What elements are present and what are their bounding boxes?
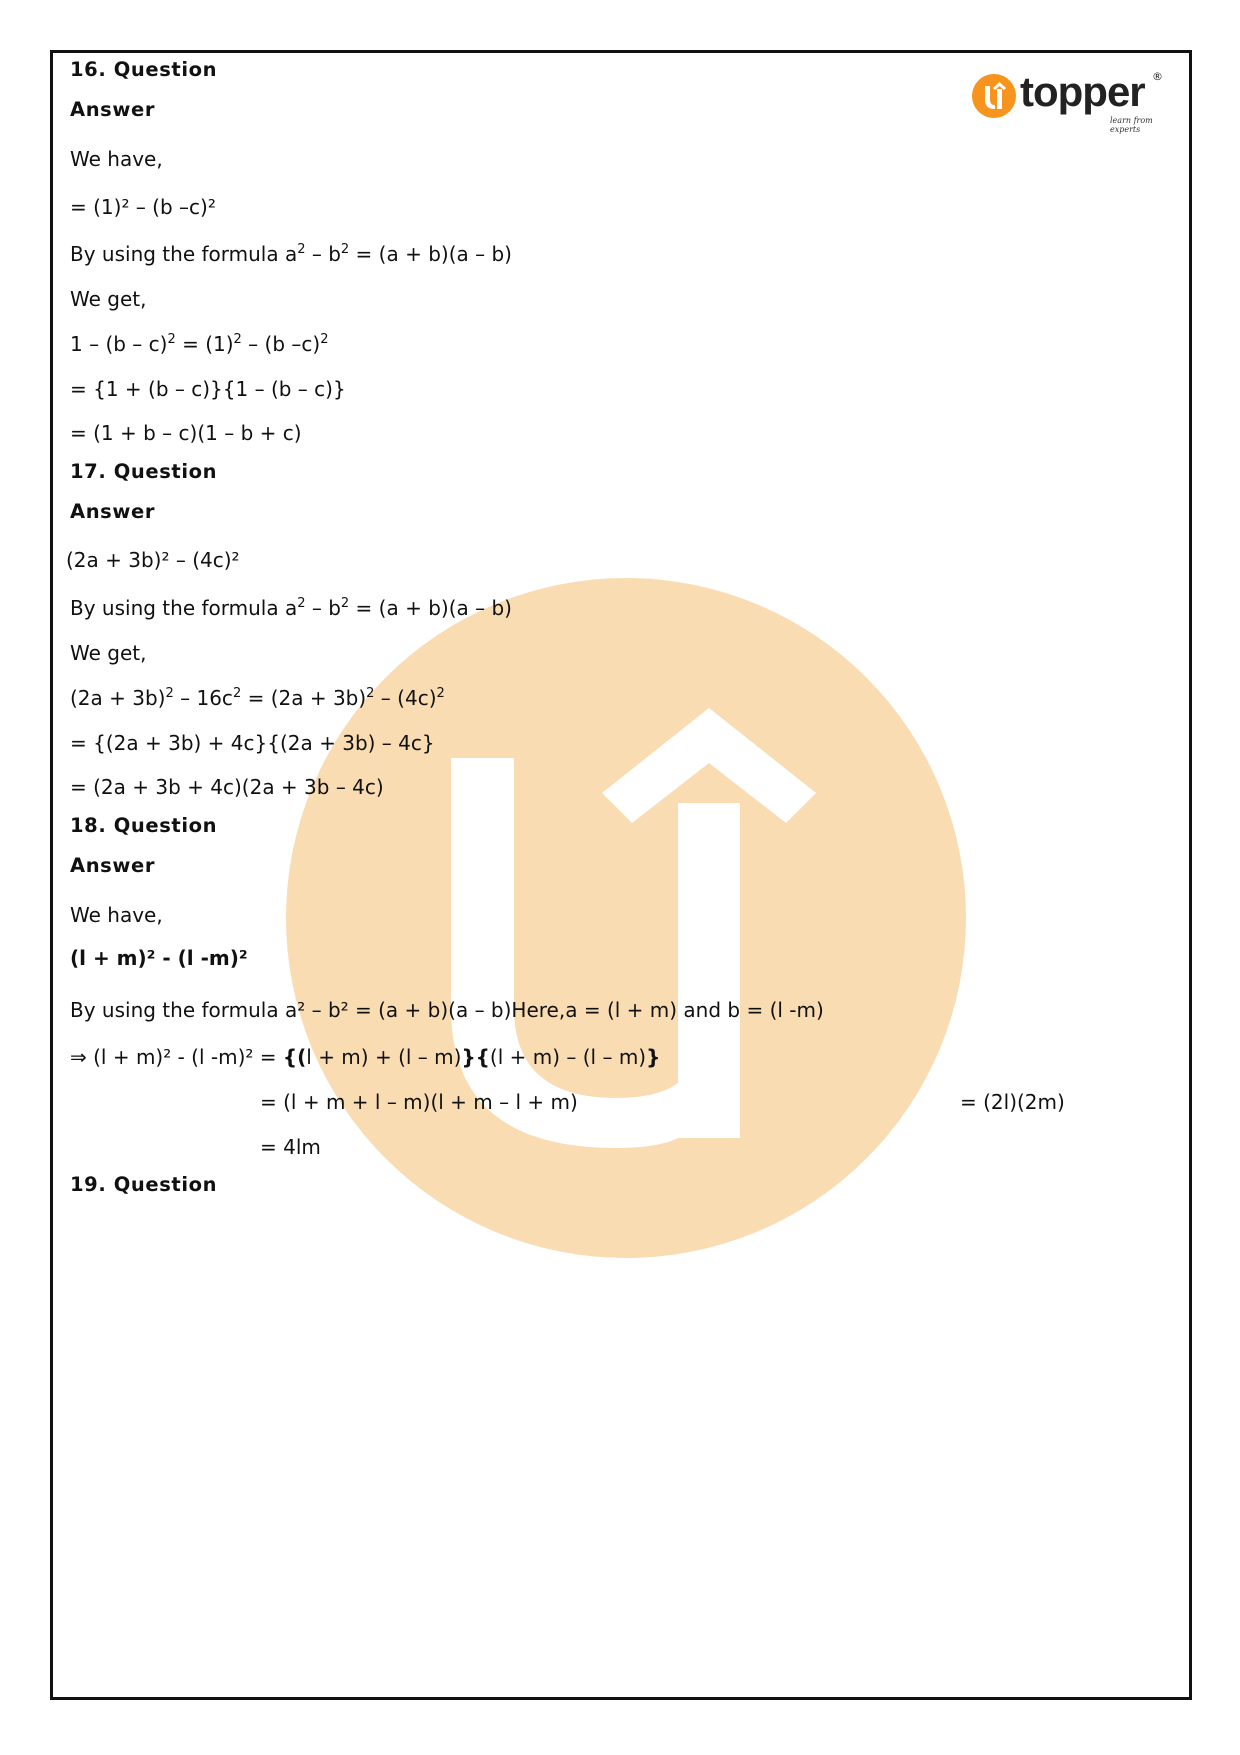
utopper-logo (970, 68, 1170, 134)
q17-heading: 17. Question (70, 460, 218, 483)
q17-line-4: $(2a + 3b)^2 - 16c^2 = (2a + 3b)^2 - (4c)^2$ (70, 686, 445, 710)
q17-line-6: = (2a + 3b + 4c)(2a + 3b – 4c) (70, 775, 384, 799)
q18-line-5-result: = (2l)(2m) (960, 1090, 1065, 1114)
logo-brand-text: topper (1020, 68, 1145, 115)
q17-line-5: = {(2a + 3b) + 4c}{(2a + 3b) – 4c} (70, 731, 435, 755)
q16-line-5: $1 - (b - c)^2 = (1)^2 - (b$ –c)$^2$ (70, 332, 329, 356)
q16-line-1: We have, (70, 147, 163, 171)
q17-line-3: We get, (70, 641, 147, 665)
q16-heading: 16. Question (70, 58, 218, 81)
q16-line-6: = {1 + (b – c)}{1 – (b – c)} (70, 377, 346, 401)
q18-line-5: = (l + m + l – m)(l + m – l + m) (260, 1090, 578, 1114)
q19-heading: 19. Question (70, 1173, 218, 1196)
q18-line-3: By using the formula a² – b² = (a + b)(a – b)Here,a = (l + m) and b = (l -m) (70, 998, 824, 1022)
q18-answer-label: Answer (70, 854, 156, 877)
q18-heading: 18. Question (70, 814, 218, 837)
q17-answer-label: Answer (70, 500, 156, 523)
utopper-watermark-icon (286, 578, 966, 1258)
q16-line-2: = (1)² – (b –c)² (70, 195, 216, 219)
q18-line-2: (l + m)² - (l -m)² (70, 946, 248, 970)
q17-line-2: By using the formula $a^2 - b^2 = (a + b)(a - b)$ (70, 596, 512, 620)
q17-line-1: (2a + 3b)² – (4c)² (66, 548, 240, 572)
q16-line-3: By using the formula $a^2 - b^2 = (a + b)(a - b)$ (70, 242, 512, 266)
q16-line-7: = (1 + b – c)(1 – b + c) (70, 421, 302, 445)
q16-answer-label: Answer (70, 98, 156, 121)
q18-line-6: = 4lm (260, 1135, 321, 1159)
q18-line-4: ⇒ (l + m)² - (l -m)² = {(l + m) + (l – m)}{(l + m) – (l – m)} (70, 1045, 661, 1069)
logo-tagline: learn from experts (1110, 116, 1153, 134)
logo-registered-mark: ® (1152, 70, 1163, 83)
q16-line-4: We get, (70, 287, 147, 311)
q18-line-1: We have, (70, 903, 163, 927)
